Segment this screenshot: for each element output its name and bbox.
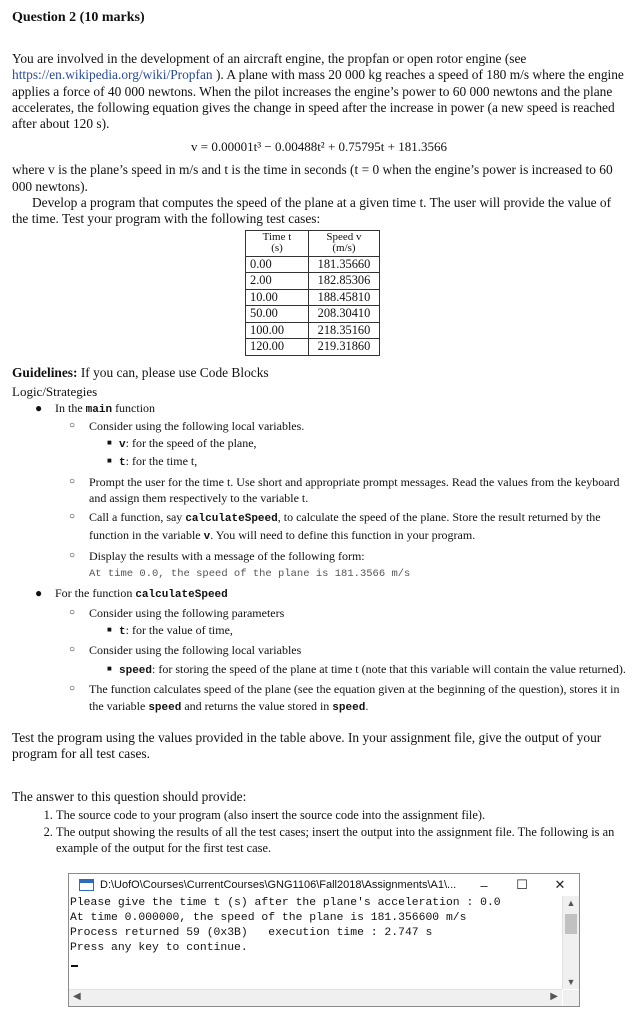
fn-locals-item: ○ Consider using the following local variables (69, 643, 302, 658)
console-line: Process returned 59 (0x3B) execution time : 2.747 s (70, 927, 433, 939)
horizontal-scrollbar[interactable] (69, 989, 562, 1006)
maximize-button[interactable]: ☐ (516, 877, 528, 892)
table-row (246, 289, 380, 306)
time-header: Time t (s) (246, 230, 309, 256)
square-bullet-icon: ■ (107, 437, 112, 447)
console-app-icon (79, 879, 94, 891)
circle-bullet-icon: ○ (69, 644, 76, 656)
scroll-down-icon[interactable]: ▼ (566, 977, 576, 987)
scroll-right-icon[interactable]: ▶ (550, 991, 558, 1002)
main-locals-item: ○ Consider using the following local variables. (69, 419, 305, 434)
display-sample: At time 0.0, the speed of the plane is 181.3566 m/s (89, 568, 411, 581)
test-cases-table (245, 230, 380, 356)
param-t-item: ■ t: for the value of time, (107, 622, 233, 638)
minimize-button[interactable]: – (480, 877, 488, 893)
console-line: Press any key to continue. (70, 942, 248, 954)
scrollbar-corner (563, 990, 579, 1006)
circle-bullet-icon: ○ (69, 683, 76, 695)
answer-intro: The answer to this question should provide: (12, 788, 247, 804)
test-paragraph: Test the program using the values provided in the table above. In your assignment file, give the output of your program for all test cases. (12, 730, 602, 762)
speed-var-item: ■ speed: for storing the speed of the plane at time t (note that this variable will contain the value returned). (107, 661, 626, 677)
console-cursor (71, 965, 78, 967)
circle-bullet-icon: ○ (69, 420, 76, 432)
table-header-row (246, 230, 380, 256)
logic-heading: Logic/Strategies (12, 383, 98, 399)
console-window (68, 873, 580, 1007)
where-paragraph: where v is the plane’s speed in m/s and t is the time in seconds (t = 0 when the engine’s power is increased to 60 000 newtons). (12, 162, 613, 194)
console-line: Please give the time t (s) after the plane's acceleration : 0.0 (70, 897, 501, 909)
square-bullet-icon: ■ (107, 456, 112, 466)
table-row (246, 273, 380, 290)
intro-text-2: ). A plane with mass 20 000 kg reaches a speed of 180 m/s where the engine applies a force of 40 000 newtons. When the pilot increases the engine’s power to 60 000 newtons and the plane accelerates, the following equation gives the change in speed after the increase in power (a new speed is reached after about 120 s). (12, 67, 624, 132)
time-cell: 10.00 (246, 289, 309, 306)
speed-header: Speed v (m/s) (309, 230, 380, 256)
speed-cell: 218.35160 (309, 322, 380, 339)
square-bullet-icon: ■ (107, 624, 112, 634)
list-item: 1. The source code to your program (also insert the source code into the assignment file). (56, 807, 626, 824)
scroll-up-icon[interactable]: ▲ (566, 898, 576, 908)
time-cell: 100.00 (246, 322, 309, 339)
intro-paragraph (12, 51, 626, 132)
square-bullet-icon: ■ (107, 663, 112, 673)
params-item: ○ Consider using the following parameters (69, 606, 285, 621)
list-item: 2. The output showing the results of all the test cases; insert the output into the assignment file. The following is an example of the output for the first test case. (56, 824, 626, 857)
intro-text-1: You are involved in the development of an aircraft engine, the propfan or open rotor engine (see (12, 51, 527, 66)
scroll-thumb[interactable] (565, 914, 577, 934)
display-item: ○ Display the results with a message of the following form: At time 0.0, the speed of the plane is 181.3566 m/s (69, 548, 411, 581)
time-cell: 2.00 (246, 273, 309, 290)
speed-cell: 188.45810 (309, 289, 380, 306)
speed-cell: 181.35660 (309, 256, 380, 273)
prompt-item: ○ Prompt the user for the time t. Use short and appropriate prompt messages. Read the values from the keyboard and assign them respectively to the variable t. (69, 474, 620, 506)
speed-cell: 182.85306 (309, 273, 380, 290)
bullet-icon: ● (35, 585, 43, 600)
call-item: ○ Call a function, say calculateSpeed, to calculate the speed of the plane. Store the result returned by the function in the variable v. You will need to define this function in your program. (69, 509, 601, 544)
close-button[interactable]: ✕ (554, 877, 566, 892)
console-titlebar[interactable] (69, 874, 579, 896)
time-cell: 0.00 (246, 256, 309, 273)
calc-item: ○ The function calculates speed of the plane (see the equation given at the beginning of the question), stores it in the variable speed and returns the value stored in speed. (69, 682, 620, 714)
circle-bullet-icon: ○ (69, 607, 76, 619)
vertical-scrollbar[interactable] (562, 896, 579, 989)
var-t-item: ■ t: for the time t, (107, 454, 198, 470)
question-title: Question 2 (10 marks) (12, 10, 145, 25)
var-v-item: ■ v: for the speed of the plane, (107, 435, 257, 451)
speed-cell: 208.30410 (309, 306, 380, 323)
time-cell: 120.00 (246, 339, 309, 356)
main-function-item: ● In the main function (35, 400, 156, 416)
answer-list (12, 807, 626, 857)
scroll-left-icon[interactable]: ◀ (73, 991, 81, 1002)
time-cell: 50.00 (246, 306, 309, 323)
circle-bullet-icon: ○ (69, 475, 76, 487)
table-row (246, 256, 380, 273)
circle-bullet-icon: ○ (69, 510, 76, 522)
speed-cell: 219.31860 (309, 339, 380, 356)
develop-paragraph: Develop a program that computes the speed of the plane at a given time t. The user will provide the value of the time. Test your program with the following test cases: (12, 195, 612, 227)
guidelines-text: If you can, please use Code Blocks (77, 364, 269, 380)
table-row (246, 322, 380, 339)
calc-function-item: ● For the function calculateSpeed (35, 585, 228, 601)
speed-equation: v = 0.00001t³ − 0.00488t² + 0.75795t + 181.3566 (191, 139, 447, 155)
circle-bullet-icon: ○ (69, 549, 76, 561)
table-row (246, 306, 380, 323)
console-title: D:\UofO\Courses\CurrentCourses\GNG1106\Fall2018\Assignments\A1\... (100, 879, 457, 891)
bullet-icon: ● (35, 400, 43, 415)
console-line: At time 0.000000, the speed of the plane is 181.356600 m/s (70, 912, 467, 924)
propfan-link[interactable]: https://en.wikipedia.org/wiki/Propfan (12, 67, 213, 83)
table-row (246, 339, 380, 356)
question-page (12, 8, 626, 857)
guidelines-label: Guidelines: (12, 364, 78, 380)
guidelines-line (12, 365, 626, 381)
